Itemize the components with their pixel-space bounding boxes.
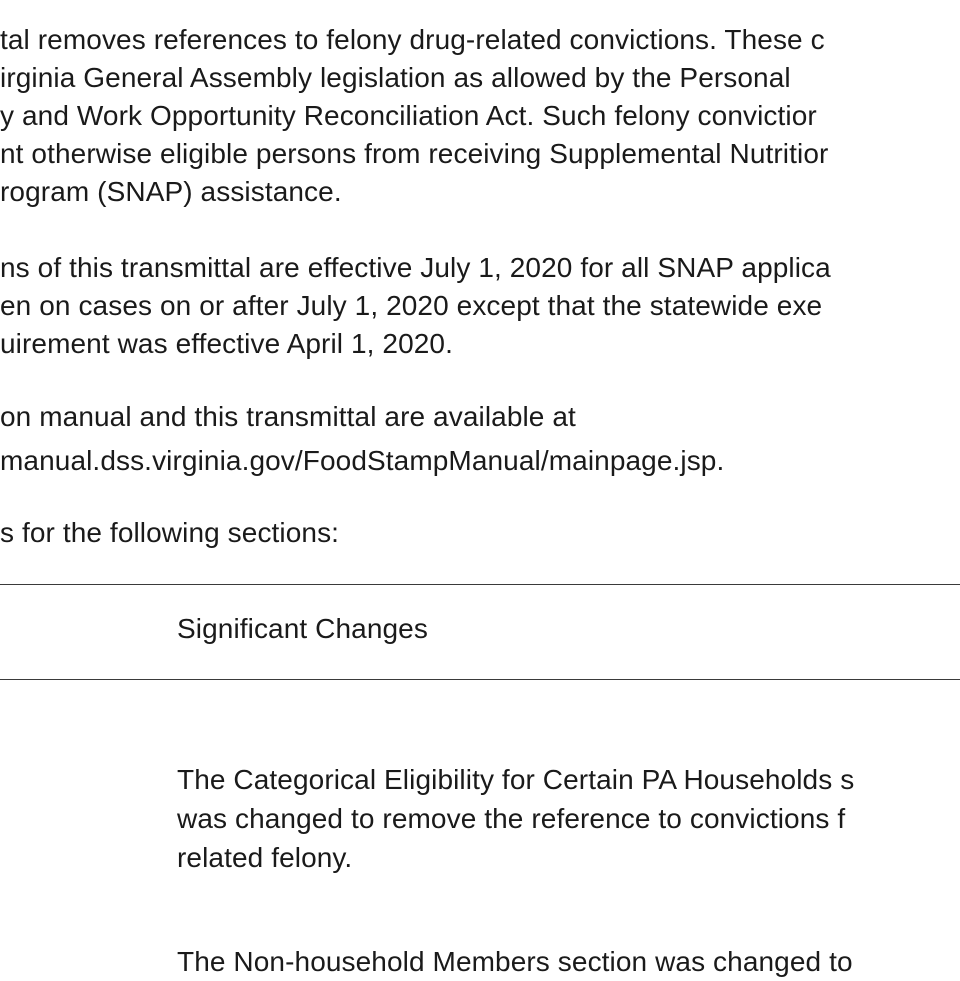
text-line: uirement was effective April 1, 2020.: [0, 328, 453, 359]
text-line: y and Work Opportunity Reconciliation Act. Such felony convictior: [0, 100, 817, 131]
text-line: rogram (SNAP) assistance.: [0, 176, 342, 207]
text-line: nt otherwise eligible persons from receiving Supplemental Nutritior: [0, 138, 829, 169]
text-line: ns of this transmittal are effective July 1, 2020 for all SNAP applica: [0, 252, 831, 283]
table-cell-line: related felony.: [177, 842, 353, 873]
text-line: s for the following sections:: [0, 517, 340, 548]
table-header-rule: [0, 679, 960, 680]
table-cell-line: was changed to remove the reference to convictions f: [177, 803, 846, 834]
table-header-significant-changes: Significant Changes: [177, 613, 428, 644]
manual-url-text: manual.dss.virginia.gov/FoodStampManual/mainpage.jsp.: [0, 445, 725, 476]
text-line: en on cases on or after July 1, 2020 except that the statewide exe: [0, 290, 823, 321]
table-top-rule: [0, 584, 960, 585]
table-cell-line-partial: The Non-household Members section was changed to: [177, 946, 853, 977]
table-cell-line: The Categorical Eligibility for Certain PA Households s: [177, 764, 855, 795]
text-line: on manual and this transmittal are available at: [0, 401, 576, 432]
text-line: tal removes references to felony drug-related convictions. These c: [0, 24, 825, 55]
text-line: irginia General Assembly legislation as allowed by the Personal: [0, 62, 791, 93]
